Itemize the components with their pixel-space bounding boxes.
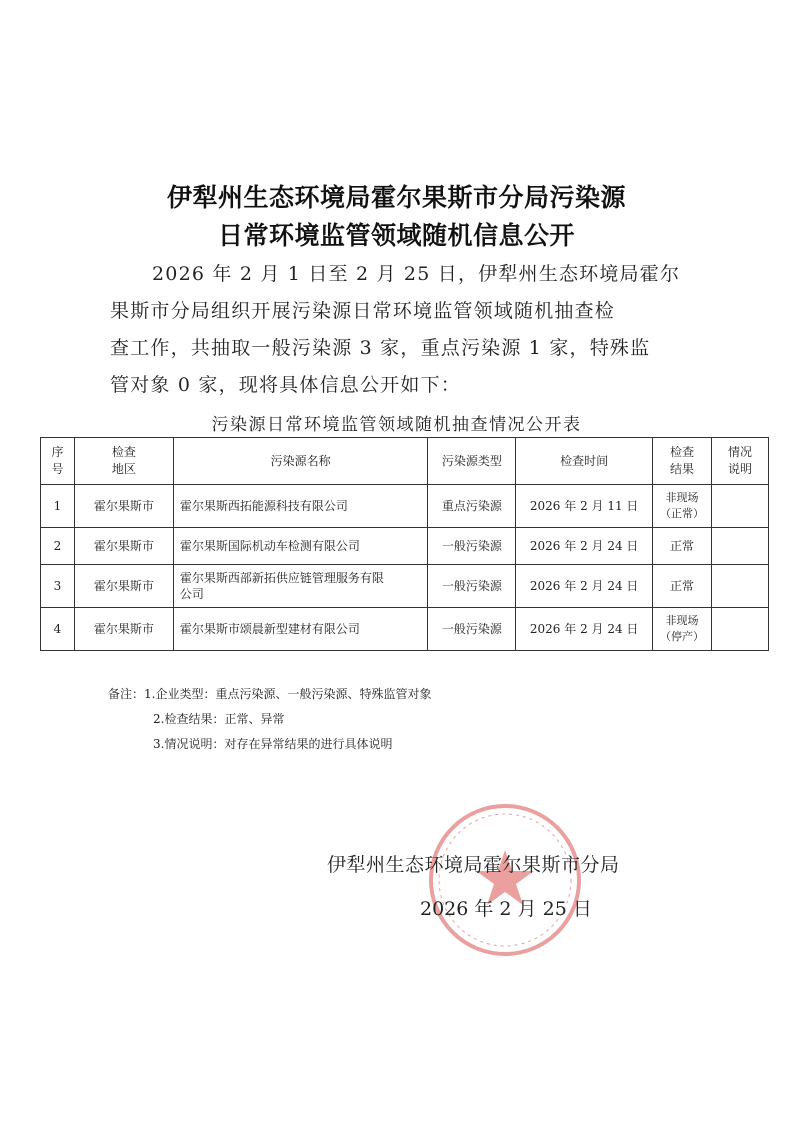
intro-line-1: 2026 年 2 月 1 日至 2 月 25 日，伊犁州生态环境局霍尔 — [152, 263, 681, 285]
cell-result: 正常 — [653, 528, 712, 565]
document-title-line-2: 日常环境监管领域随机信息公开 — [217, 221, 575, 250]
cell-type: 一般污染源 — [428, 608, 516, 651]
header-result: 检查 结果 — [653, 438, 712, 485]
table-row — [41, 485, 769, 528]
cell-type: 重点污染源 — [428, 485, 516, 528]
cell-name: 霍尔果斯国际机动车检测有限公司 — [173, 528, 428, 565]
cell-note — [712, 565, 769, 608]
cell-note — [712, 528, 769, 565]
cell-no: 4 — [41, 608, 75, 651]
header-no: 序 号 — [41, 438, 75, 485]
official-seal-icon — [425, 800, 585, 960]
intro-paragraph — [110, 256, 695, 404]
note-2: 2.检查结果：正常、异常 — [153, 712, 285, 726]
cell-result: 非现场 （停产） — [653, 608, 712, 651]
cell-no: 1 — [41, 485, 75, 528]
cell-name: 霍尔果斯西部新拓供应链管理服务有限 公司 — [173, 565, 428, 608]
cell-note — [712, 608, 769, 651]
header-name: 污染源名称 — [173, 438, 428, 485]
header-note: 情况 说明 — [712, 438, 769, 485]
cell-area: 霍尔果斯市 — [74, 528, 173, 565]
intro-line-2: 果斯市分局组织开展污染源日常环境监管领域随机抽查检 — [110, 300, 616, 322]
cell-type: 一般污染源 — [428, 565, 516, 608]
table-row — [41, 608, 769, 651]
cell-time: 2026 年 2 月 24 日 — [516, 608, 653, 651]
cell-name: 霍尔果斯西拓能源科技有限公司 — [173, 485, 428, 528]
notes-section — [108, 682, 431, 757]
cell-result: 非现场 （正常） — [653, 485, 712, 528]
cell-no: 2 — [41, 528, 75, 565]
cell-result: 正常 — [653, 565, 712, 608]
inspection-table — [40, 437, 769, 651]
header-time: 检查时间 — [516, 438, 653, 485]
cell-note — [712, 485, 769, 528]
cell-time: 2026 年 2 月 24 日 — [516, 528, 653, 565]
table-row — [41, 565, 769, 608]
signature-date: 2026 年 2 月 25 日 — [420, 898, 592, 920]
intro-line-4: 管对象 0 家，现将具体信息公开如下： — [110, 374, 461, 396]
table-row — [41, 528, 769, 565]
cell-area: 霍尔果斯市 — [74, 485, 173, 528]
table-title: 污染源日常环境监管领域随机抽查情况公开表 — [211, 415, 582, 435]
header-area: 检查 地区 — [74, 438, 173, 485]
table-header-row — [41, 438, 769, 485]
document-title-line-1: 伊犁州生态环境局霍尔果斯市分局污染源 — [166, 183, 626, 212]
note-3: 3.情况说明：对存在异常结果的进行具体说明 — [153, 737, 393, 751]
cell-name: 霍尔果斯市颂晨新型建材有限公司 — [173, 608, 428, 651]
cell-area: 霍尔果斯市 — [74, 608, 173, 651]
signature-org: 伊犁州生态环境局霍尔果斯市分局 — [327, 854, 620, 876]
note-1: 备注：1.企业类型：重点污染源、一般污染源、特殊监管对象 — [108, 687, 432, 701]
header-type: 污染源类型 — [428, 438, 516, 485]
intro-line-3: 查工作，共抽取一般污染源 3 家，重点污染源 1 家，特殊监 — [110, 337, 651, 359]
cell-no: 3 — [41, 565, 75, 608]
cell-area: 霍尔果斯市 — [74, 565, 173, 608]
cell-time: 2026 年 2 月 24 日 — [516, 565, 653, 608]
cell-time: 2026 年 2 月 11 日 — [516, 485, 653, 528]
cell-type: 一般污染源 — [428, 528, 516, 565]
